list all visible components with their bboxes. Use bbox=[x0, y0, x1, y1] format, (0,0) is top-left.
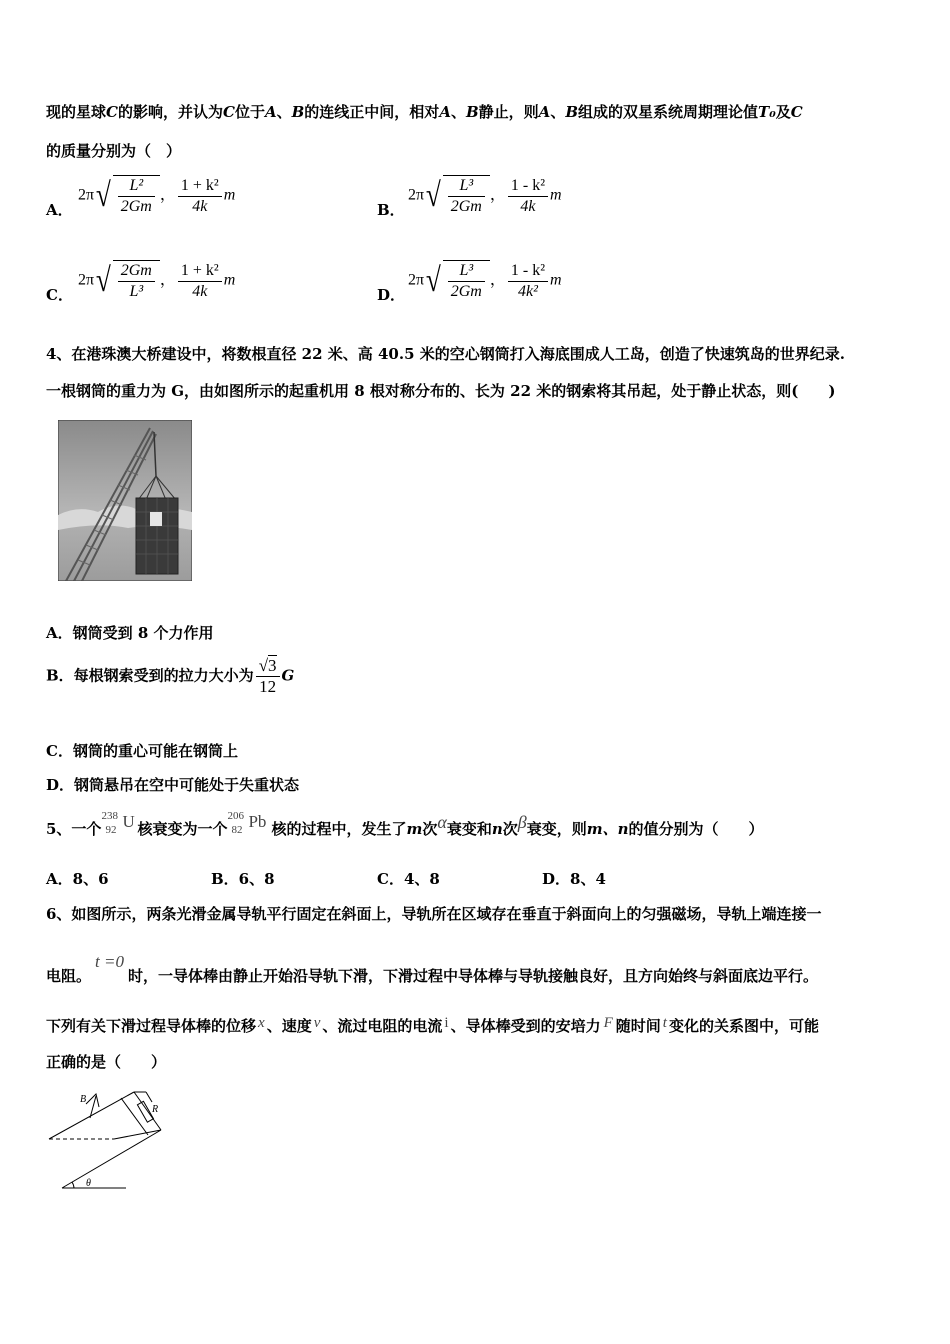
atomic-number: 82 bbox=[231, 824, 243, 836]
two-pi: 2π bbox=[408, 186, 425, 204]
text: 核衰变为一个 bbox=[137, 820, 228, 838]
radical-sign: √ bbox=[95, 177, 111, 214]
text: 、导体棒受到的安培力 bbox=[450, 1017, 601, 1035]
wire-to-resistor bbox=[146, 1092, 152, 1102]
q4-option-d: D．钢筒悬吊在空中可能处于失重状态 bbox=[46, 776, 300, 794]
text: 及 bbox=[775, 103, 791, 121]
label-theta: θ bbox=[86, 1178, 91, 1189]
q3-stem-line1 bbox=[46, 101, 803, 122]
label-B: B bbox=[80, 1094, 87, 1105]
var-G: G bbox=[281, 666, 295, 685]
denominator: 4k bbox=[192, 282, 208, 300]
q3-option-d-label: D． bbox=[377, 286, 406, 304]
field-arrow-head bbox=[86, 1094, 99, 1107]
text: 次 bbox=[422, 820, 438, 838]
q3-option-c-formula bbox=[78, 260, 235, 302]
beta-symbol: β bbox=[517, 812, 527, 832]
numerator: L³ bbox=[448, 261, 485, 282]
incline-slope bbox=[62, 1130, 161, 1188]
var-m: m bbox=[406, 820, 423, 838]
q4-option-b bbox=[46, 656, 294, 697]
comma: ， bbox=[159, 271, 176, 289]
incline-rail-diagram bbox=[46, 1090, 176, 1195]
symbol: Pb bbox=[248, 812, 267, 831]
q3-option-c-label: C． bbox=[46, 286, 73, 304]
radical-sign: √ bbox=[95, 262, 111, 299]
text: 下列有关下滑过程导体棒的位移 bbox=[46, 1017, 257, 1035]
sep: 、 bbox=[276, 103, 292, 121]
text: 随时间 bbox=[615, 1017, 661, 1035]
text: 时，一导体棒由静止开始沿导轨下滑，下滑过程中导体棒与导轨接触良好，且方向始终与斜面底边平行。 bbox=[127, 967, 818, 985]
numerator: 2Gm bbox=[118, 261, 155, 282]
nuclide-U bbox=[101, 810, 137, 840]
comma: ， bbox=[159, 186, 176, 204]
crane-photo bbox=[58, 420, 192, 581]
text: 5、一个 bbox=[46, 820, 102, 838]
var-F: F bbox=[603, 1015, 613, 1031]
numerator: L² bbox=[118, 176, 155, 197]
sqrt3-numerator bbox=[256, 656, 280, 677]
mass-number: 238 bbox=[101, 810, 118, 822]
numerator: 1 - k² bbox=[508, 176, 548, 197]
denominator: 2Gm bbox=[120, 198, 152, 215]
q5-stem bbox=[46, 810, 764, 840]
text: 次 bbox=[502, 820, 518, 838]
denominator: 4k² bbox=[517, 282, 538, 300]
text: 电阻。 bbox=[46, 967, 92, 985]
comma: ， bbox=[489, 271, 506, 289]
text: 的连线正中间，相对 bbox=[304, 103, 440, 121]
var-mn: m、n bbox=[586, 820, 629, 838]
sep: 、 bbox=[550, 103, 566, 121]
text: 现的星球 bbox=[46, 103, 107, 121]
denominator: 4k bbox=[520, 197, 536, 215]
two-pi: 2π bbox=[78, 186, 95, 204]
q6-stem-line2 bbox=[46, 952, 818, 986]
numerator: 1 - k² bbox=[508, 261, 548, 282]
q6-stem-line4: 正确的是（ ） bbox=[46, 1053, 167, 1071]
atomic-number: 92 bbox=[105, 824, 117, 836]
text: 衰变和 bbox=[446, 820, 492, 838]
denominator: 2Gm bbox=[450, 283, 482, 300]
q3-option-d-formula bbox=[408, 260, 562, 302]
alpha-symbol: α bbox=[437, 812, 447, 832]
var-m: m bbox=[550, 271, 562, 289]
q5-option-a: A．8、6 bbox=[46, 870, 109, 888]
text: 的值分别为（ ） bbox=[628, 820, 764, 838]
text: 静止，则 bbox=[478, 103, 539, 121]
label-R: R bbox=[152, 1104, 159, 1115]
cylinder-label-plate bbox=[150, 512, 162, 526]
q3-option-b-formula bbox=[408, 175, 562, 217]
text: 位于 bbox=[234, 103, 265, 121]
text: 核的过程中，发生了 bbox=[271, 820, 407, 838]
var-i: i bbox=[444, 1015, 449, 1031]
var-A: A bbox=[538, 103, 551, 121]
denominator: L³ bbox=[129, 283, 144, 300]
var-t: t bbox=[662, 1015, 667, 1031]
denominator: 4k bbox=[192, 197, 208, 215]
text: 、速度 bbox=[266, 1017, 312, 1035]
q4-stem-line2: 一根钢筒的重力为 G，由如图所示的起重机用 8 根对称分布的、长为 22 米的钢索将其吊起，处于静止状态，则( ) bbox=[46, 382, 836, 400]
var-m: m bbox=[223, 186, 236, 204]
text: 的影响，并认为 bbox=[117, 103, 223, 121]
two-pi: 2π bbox=[408, 271, 425, 289]
q5-option-c: C．4、8 bbox=[377, 870, 440, 888]
var-B: B bbox=[291, 103, 305, 121]
comma: ， bbox=[489, 186, 506, 204]
q4-option-a: A．钢筒受到 8 个力作用 bbox=[46, 624, 214, 642]
mass-number: 206 bbox=[227, 810, 244, 822]
q5-option-d: D．8、4 bbox=[542, 870, 606, 888]
q3-option-a-label: A． bbox=[46, 201, 73, 219]
var-A: A bbox=[439, 103, 451, 121]
var-m: m bbox=[550, 186, 562, 204]
var-C: C bbox=[106, 103, 118, 121]
numerator: 1 + k² bbox=[178, 176, 222, 197]
text: 衰变，则 bbox=[526, 820, 587, 838]
denominator: 2Gm bbox=[450, 198, 482, 215]
var-A: A bbox=[264, 103, 277, 121]
var-B: B bbox=[465, 103, 479, 121]
q6-stem-line3 bbox=[46, 1015, 819, 1036]
text: 组成的双星系统周期理论值 bbox=[578, 103, 759, 121]
var-m: m bbox=[223, 271, 236, 289]
q4-stem-line1: 4、在港珠澳大桥建设中，将数根直径 22 米、高 40.5 米的空心钢筒打入海底围成人工岛，创造了快速筑岛的世界纪录. bbox=[46, 345, 845, 363]
q3-option-b-label: B． bbox=[377, 201, 405, 219]
radical-sign: √ bbox=[425, 177, 441, 214]
q5-option-b: B．6、8 bbox=[211, 870, 275, 888]
numerator: L³ bbox=[448, 176, 485, 197]
q6-stem-line1: 6、如图所示，两条光滑金属导轨平行固定在斜面上，导轨所在区域存在垂直于斜面向上的匀强磁场，导轨上端连接一 bbox=[46, 905, 822, 923]
var-T0: T₀ bbox=[758, 103, 776, 121]
text: 、流过电阻的电流 bbox=[322, 1017, 443, 1035]
var-v: v bbox=[313, 1015, 321, 1031]
q3-option-a-formula bbox=[78, 175, 235, 217]
option-b-text: B．每根钢索受到的拉力大小为 bbox=[46, 666, 254, 685]
q3-stem-line2: 的质量分别为（ ） bbox=[46, 142, 182, 160]
t-equals-zero: t =0 bbox=[95, 952, 124, 971]
numerator: 1 + k² bbox=[178, 261, 222, 282]
radical-sign: √ bbox=[425, 262, 441, 299]
angle-arc bbox=[72, 1182, 74, 1188]
var-B: B bbox=[565, 103, 579, 121]
var-n: n bbox=[491, 820, 503, 838]
var-C: C bbox=[790, 103, 803, 121]
q4-option-c: C．钢筒的重心可能在钢筒上 bbox=[46, 742, 238, 760]
two-pi: 2π bbox=[78, 271, 95, 289]
text: 变化的关系图中，可能 bbox=[668, 1017, 819, 1035]
radical-sign: √ bbox=[258, 656, 269, 675]
symbol: U bbox=[122, 812, 135, 831]
var-C: C bbox=[222, 103, 235, 121]
radicand: 3 bbox=[268, 656, 277, 675]
denominator: 12 bbox=[259, 677, 277, 696]
sep: 、 bbox=[450, 103, 466, 121]
var-x: x bbox=[258, 1015, 265, 1031]
nuclide-Pb bbox=[227, 810, 271, 840]
